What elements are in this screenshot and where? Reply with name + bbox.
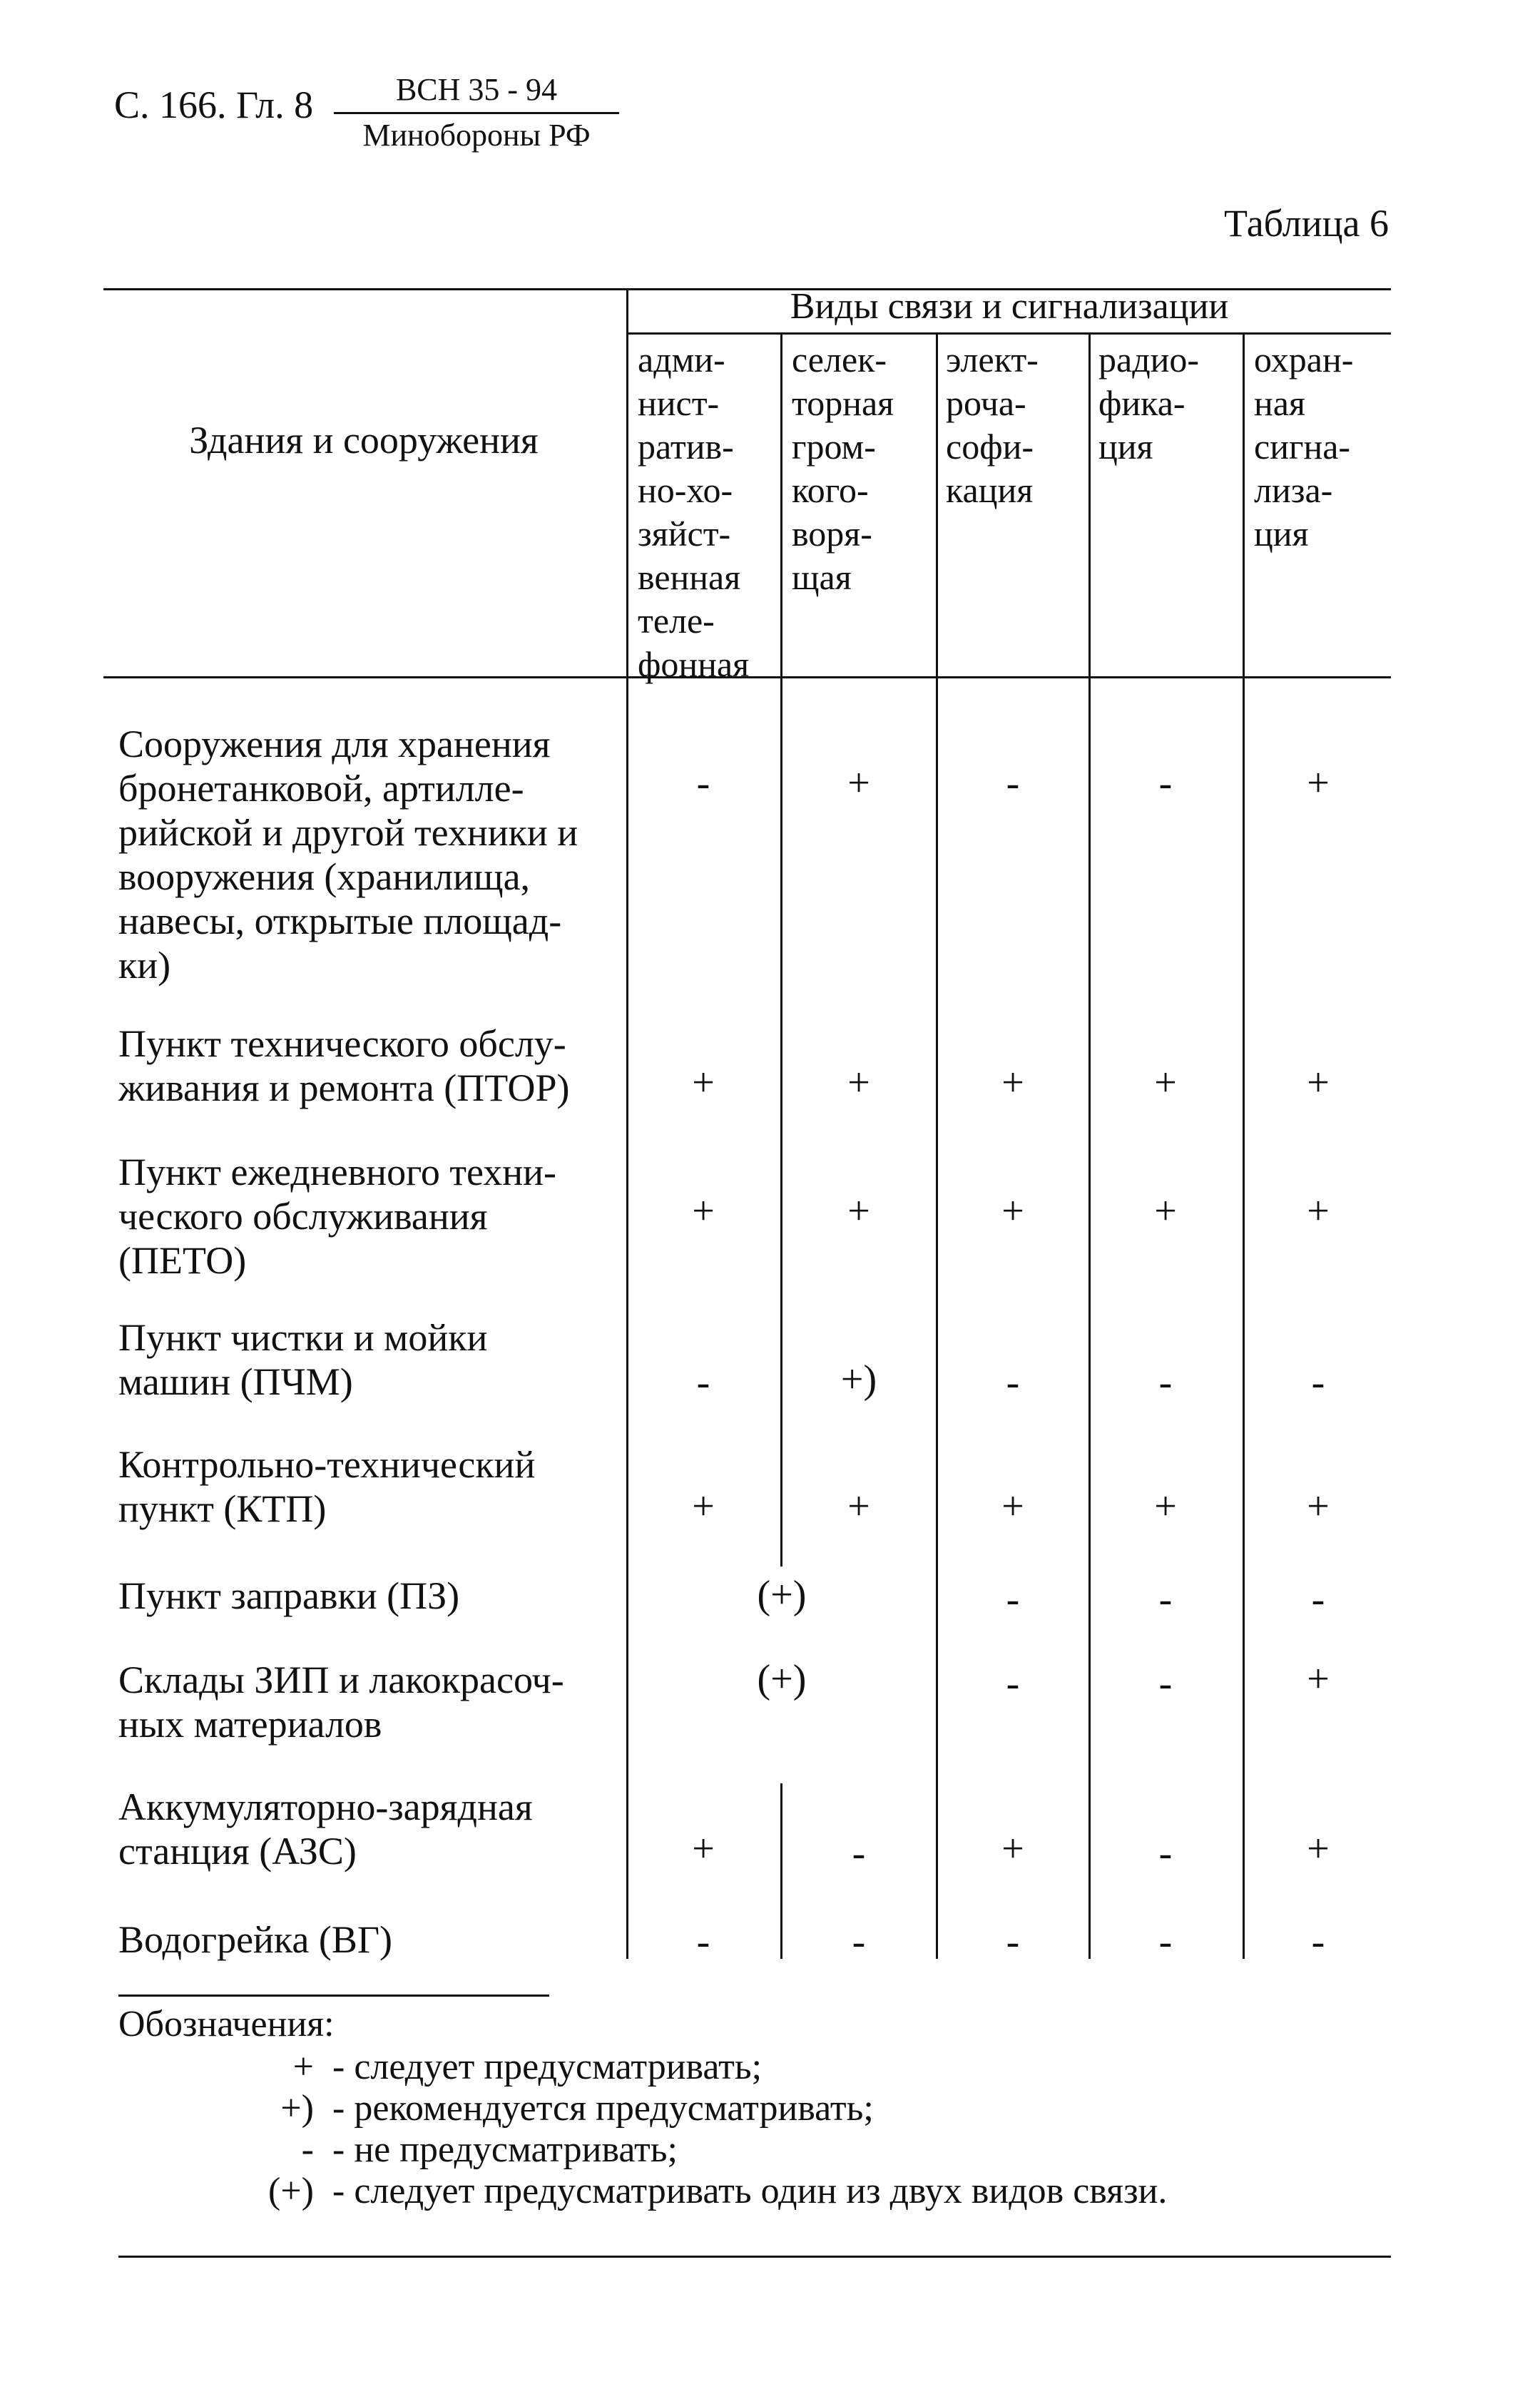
table-cell: +: [1154, 1484, 1177, 1529]
table-cell: +: [692, 1827, 715, 1871]
column-divider: [780, 1783, 782, 1959]
table-cell: +: [692, 1484, 715, 1529]
table-cell: +: [847, 761, 870, 805]
row-label: Контрольно-технический пункт (КТП): [118, 1443, 536, 1530]
table-cell: +: [1307, 1189, 1330, 1233]
table-cell: +: [1001, 1484, 1024, 1529]
table-cell: +: [1001, 1061, 1024, 1105]
table-cell: -: [1006, 1577, 1020, 1621]
table-cell: -: [1158, 1577, 1173, 1621]
row-label: Склады ЗИП и лакокрасоч- ных материалов: [118, 1659, 564, 1746]
column-header: элект- рочa- софи- кация: [946, 340, 1039, 510]
table-cell: +: [1307, 1657, 1330, 1701]
group-header-rule: [628, 332, 1391, 335]
table-cell: -: [696, 1360, 710, 1405]
column-header: селек- торная гром- кого- воря- щая: [792, 340, 894, 597]
legend-text: - следует предусматривать;: [332, 2047, 763, 2087]
table-cell: +: [1307, 761, 1330, 805]
table-cell: +: [847, 1189, 870, 1233]
row-label: Аккумуляторно-зарядная станция (АЗС): [118, 1786, 533, 1873]
table-cell: -: [1006, 1360, 1020, 1405]
column-divider: [1088, 332, 1091, 1959]
table-number: Таблица 6: [1224, 202, 1389, 245]
row-label: Пункт заправки (ПЗ): [118, 1574, 460, 1617]
column-header: охран- ная сигна- лиза- ция: [1254, 340, 1354, 554]
table-cell: -: [1006, 1920, 1020, 1964]
document-code: ВСН 35 - 94: [334, 71, 619, 114]
legend-rule: [118, 1995, 549, 1997]
column-divider: [1243, 332, 1245, 1959]
page-reference: С. 166. Гл. 8: [114, 83, 314, 126]
column-header: радио- фика- ция: [1098, 340, 1200, 467]
table-cell: -: [1311, 1920, 1325, 1964]
row-label: Пункт ежедневного техни- ческого обслуживания (ПЕТО): [118, 1151, 557, 1282]
table-cell: -: [1158, 1831, 1173, 1875]
row-label: Сооружения для хранения бронетанковой, артилле- рийской и другой техники и вооружения (хранилища, навесы, открытые площад- ки): [118, 723, 578, 987]
legend-symbol: -: [301, 2129, 314, 2170]
table-cell: +: [847, 1061, 870, 1105]
table-cell: +: [847, 1484, 870, 1529]
row-header-title: Здания и сооружения: [189, 419, 539, 462]
table-cell: +: [692, 1061, 715, 1105]
table-cell: -: [852, 1920, 866, 1964]
table-cell: +: [1307, 1827, 1330, 1871]
legend-text: - не предусматривать;: [332, 2129, 678, 2170]
table-cell: +: [1154, 1061, 1177, 1105]
table-cell: -: [852, 1831, 866, 1875]
legend-symbol: +): [280, 2088, 314, 2129]
legend-text: - рекомендуется предусматривать;: [332, 2088, 874, 2129]
row-label: Пункт технического обслу- живания и ремонта (ПТОР): [118, 1022, 570, 1109]
page-bottom-rule: [118, 2256, 1391, 2258]
table-cell: +): [840, 1357, 877, 1402]
legend-symbol: +: [292, 2047, 314, 2087]
table-cell: -: [1006, 761, 1020, 805]
table-cell: -: [1311, 1577, 1325, 1621]
table-cell: -: [1311, 1360, 1325, 1405]
table-cell: +: [1154, 1189, 1177, 1233]
table-cell: +: [1307, 1484, 1330, 1529]
legend-text: - следует предусматривать один из двух видов связи.: [332, 2171, 1168, 2211]
table-cell: +: [1307, 1061, 1330, 1105]
table-cell: +: [1001, 1827, 1024, 1871]
table-cell: -: [1158, 1920, 1173, 1964]
table-cell: -: [1158, 761, 1173, 805]
document-code-fraction: [334, 71, 619, 153]
group-header: Виды связи и сигнализации: [790, 286, 1229, 327]
column-header: адми- нист- ратив- но-хо- зяйст- венная теле- фонная: [638, 340, 750, 684]
column-divider: [936, 332, 938, 1959]
table-cell: +: [692, 1189, 715, 1233]
merged-table-cell: (+): [757, 1573, 807, 1617]
table-cell: -: [1006, 1661, 1020, 1706]
legend-symbol: (+): [268, 2171, 314, 2211]
table-cell: -: [1158, 1661, 1173, 1706]
table-cell: -: [696, 761, 710, 805]
merged-table-cell: (+): [757, 1657, 807, 1701]
row-label: Водогрейка (ВГ): [118, 1918, 393, 1961]
legend-title: Обозначения:: [118, 2004, 335, 2044]
table-cell: -: [696, 1920, 710, 1964]
table-cell: +: [1001, 1189, 1024, 1233]
document-owner: Минобороны РФ: [362, 118, 591, 153]
table-cell: -: [1158, 1360, 1173, 1405]
column-divider: [780, 332, 782, 1567]
row-label: Пункт чистки и мойки машин (ПЧМ): [118, 1316, 488, 1403]
